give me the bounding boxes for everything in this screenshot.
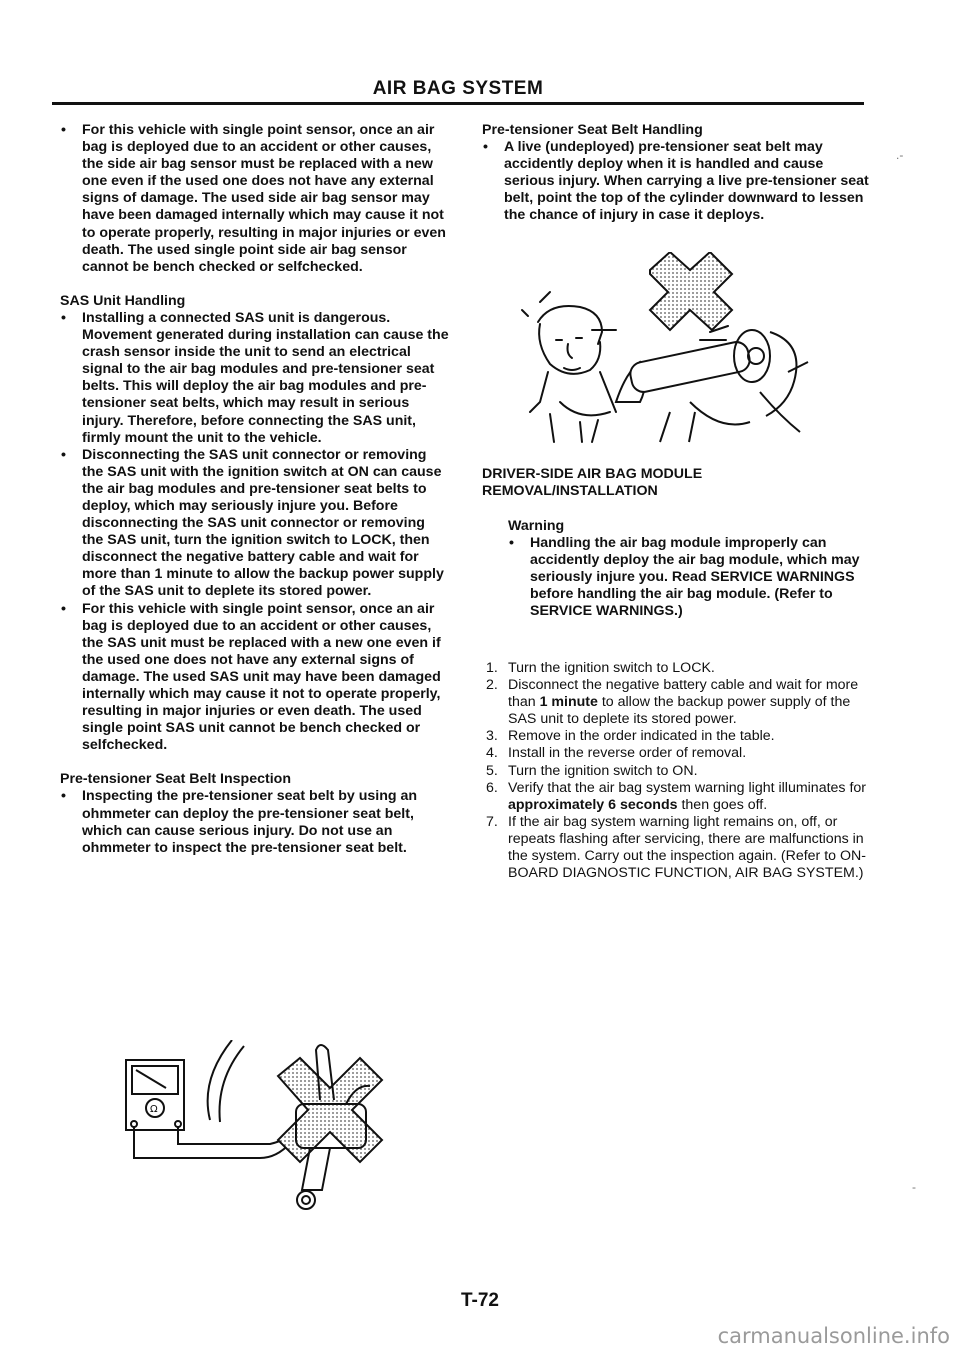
bullet-dot-icon: • (61, 788, 66, 805)
section-heading-pretensioner-handling: Pre-tensioner Seat Belt Handling (482, 122, 703, 138)
bullet-text: A live (undeployed) pre-tensioner seat belt may accidently deploy when it is handled and cause serious injury. When carrying a live pre-tensioner seat belt, point the top of the cylinder downward to lessen the chance of injury in case it deploys. (504, 139, 869, 224)
section-heading-sas-unit-handling: SAS Unit Handling (60, 292, 186, 309)
left-column (60, 122, 450, 857)
watermark: carmanualsonline.info (717, 1324, 950, 1348)
bullet-sas-disconnecting (60, 447, 450, 601)
page-number: T-72 (460, 1290, 500, 1311)
seat-belt-webbing (208, 1040, 244, 1122)
illustration-ohmmeter-inspection (120, 1040, 420, 1215)
module-heading-block (482, 466, 874, 500)
section-heading-removal-installation: REMOVAL/INSTALLATION (482, 483, 658, 500)
bullet-dot-icon: • (483, 139, 488, 156)
step-item: 5. Turn the ignition switch to ON. (486, 762, 698, 779)
header-rule (52, 102, 864, 105)
bullet-live-pretensioner (482, 139, 874, 224)
bullet-text: For this vehicle with single point sensor, once an air bag is deployed due to an accident or other causes, the side air bag sensor must be replaced with a new one even if the used one does not have any external signs of damage. The used side air bag sensor may have been damaged internally which may cause it not to operate properly, resulting in major injuries or even death. The used single point side air bag sensor cannot be bench checked or selfchecked. (82, 122, 446, 275)
bullet-text: Handling the air bag module improperly can accidently deploy the air bag module, which may seriously injure you. Read SERVICE WARNINGS before handling the air bag module. (Refer to SERVICE WARNINGS.) (530, 535, 860, 620)
bullet-dot-icon: • (61, 446, 66, 463)
bullet-ohmmeter-warning (60, 788, 450, 856)
bullet-sas-installing (60, 310, 450, 447)
warning-block (508, 518, 864, 621)
illustration-carrying-pretensioner (520, 252, 820, 447)
step-item: 3. Remove in the order indicated in the table. (486, 728, 775, 745)
step-item: 4. Install in the reverse order of removal. (486, 745, 747, 762)
prohibited-x-icon (650, 252, 732, 330)
ohmmeter-icon (126, 1060, 304, 1158)
warning-label: Warning (508, 518, 565, 534)
bullet-text: For this vehicle with single point sensor, once an air bag is deployed due to an accident or other causes, the SAS unit must be replaced with a new one even if the used one does not have any external signs of damage. The used SAS unit may have been damaged internally which may cause it not to operate properly, resulting in major injuries or even death. The used single point SAS unit cannot be bench checked or selfchecked. (82, 600, 441, 754)
bullet-sas-replace (60, 601, 450, 755)
bullet-dot-icon: • (509, 535, 514, 552)
svg-text:Ω: Ω (150, 1104, 158, 1115)
bullet-dot-icon: • (61, 600, 66, 617)
bullet-side-air-bag-sensor (60, 122, 450, 276)
section-heading-pretensioner-inspection: Pre-tensioner Seat Belt Inspection (60, 771, 291, 788)
scan-mark: .- (896, 148, 904, 162)
scan-mark: - (912, 1180, 916, 1194)
step-item: 6. Verify that the air bag system warning light illuminates for approximately 6 seconds then goes off. (486, 779, 867, 813)
step-item: 2. Disconnect the negative battery cable and wait for more than 1 minute to allow the backup power supply of the SAS unit to deplete its stored power. (486, 677, 859, 728)
bullet-text: Inspecting the pre-tensioner seat belt by using an ohmmeter can deploy the pre-tensioner seat belt, which can cause serious injury. Do not use an ohmmeter to inspect the pre-tensioner seat belt. (82, 788, 418, 856)
step-item: 1. Turn the ignition switch to LOCK. (486, 660, 715, 676)
section-heading-driver-air-bag-module: DRIVER-SIDE AIR BAG MODULE (482, 466, 703, 482)
bullet-warning-handling (508, 535, 864, 620)
bullet-text: Installing a connected SAS unit is dangerous. Movement generated during installation can cause the crash sensor inside the unit to send an electrical signal to the air bag modules and pre-tensioner seat belts. This will deploy the air bag modules and pre-tensioner seat belts, which may result in serious injury. Therefore, before connecting the SAS unit, firmly mount the unit to the vehicle. (82, 309, 449, 446)
bullet-text: Disconnecting the SAS unit connector or removing the SAS unit with the ignition switch at ON can cause the air bag modules and pre-tensioner seat belts to deploy, which may seriously injure you. Before disconnecting the SAS unit connector or removing the SAS unit, turn the ignition switch to LOCK, then disconnect the negative battery cable and wait for more than 1 minute to allow the backup power supply of the SAS unit to deplete its stored power. (82, 446, 444, 600)
pretensioner-cylinder (628, 330, 808, 442)
bullet-dot-icon: • (61, 122, 66, 138)
bullet-dot-icon: • (61, 309, 66, 326)
step-item: 7. If the air bag system warning light remains on, off, or repeats flashing after servicing, there are malfunctions in the system. Carry out the inspection again. (Refer to ON-BOARD DIAGNOSTIC FUNCTION, AIR BAG SYSTEM.) (486, 813, 866, 882)
right-column (482, 122, 874, 225)
procedure-steps (486, 660, 871, 882)
page-title: AIR BAG SYSTEM (372, 78, 544, 99)
